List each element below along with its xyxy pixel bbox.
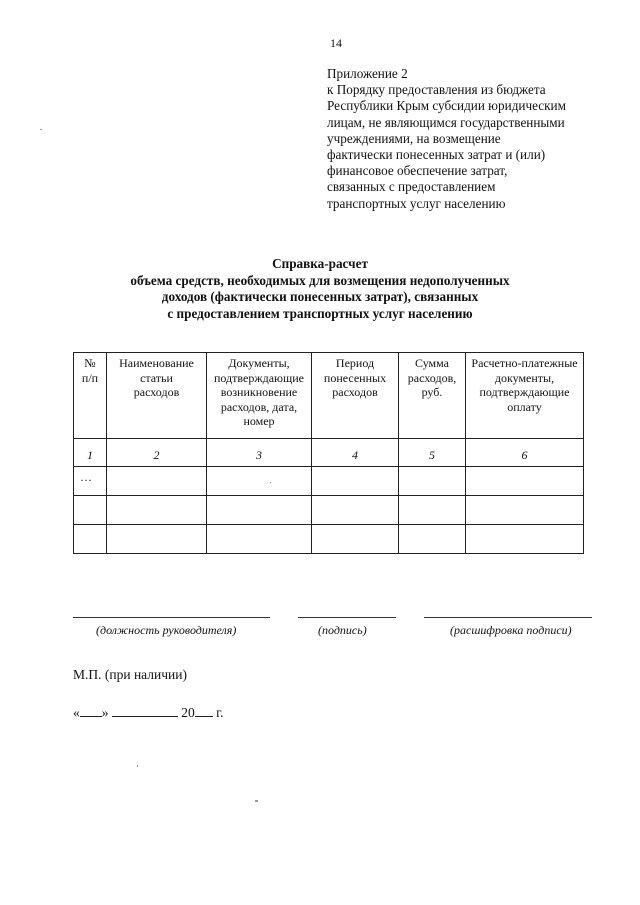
appendix-line: финансовое обеспечение затрат, bbox=[327, 163, 508, 179]
table-row bbox=[74, 496, 584, 525]
header-cell-number: № п/п bbox=[74, 353, 107, 439]
appendix-line: транспортных услуг населению bbox=[327, 195, 506, 211]
appendix-line: учреждениями, на возмещение bbox=[327, 130, 501, 146]
title-line: с предоставлением транспортных услуг населению bbox=[167, 305, 473, 321]
table-cell bbox=[107, 525, 207, 554]
header-cell-documents: Документы, подтверждающие возникновение расходов, дата, номер bbox=[207, 353, 312, 439]
column-number: 2 bbox=[107, 439, 207, 467]
calculation-table bbox=[73, 352, 584, 554]
table-cell bbox=[107, 496, 207, 525]
header-cell-period: Период понесенных расходов bbox=[312, 353, 399, 439]
decoding-signature-line bbox=[424, 617, 592, 618]
table-cell bbox=[207, 496, 312, 525]
table-cell bbox=[207, 525, 312, 554]
year-prefix: 20 bbox=[181, 705, 195, 720]
appendix-line: связанных с предоставлением bbox=[327, 179, 496, 195]
table-cell bbox=[74, 496, 107, 525]
table-cell bbox=[466, 496, 584, 525]
column-number-row bbox=[74, 439, 584, 467]
column-number: 5 bbox=[399, 439, 466, 467]
date-close-quote: » bbox=[101, 705, 109, 720]
scan-speck bbox=[255, 800, 258, 802]
appendix-line: фактически понесенных затрат и (или) bbox=[327, 147, 546, 163]
table-cell bbox=[312, 525, 399, 554]
table-cell bbox=[312, 467, 399, 496]
scan-speck bbox=[137, 765, 138, 767]
table-cell bbox=[399, 496, 466, 525]
year-suffix: г. bbox=[216, 705, 224, 720]
table-cell bbox=[312, 496, 399, 525]
header-cell-amount: Сумма расходов, руб. bbox=[399, 353, 466, 439]
stamp-place-label: М.П. (при наличии) bbox=[73, 667, 187, 682]
title-line: Справка-расчет bbox=[272, 256, 368, 271]
date-open-quote: « bbox=[73, 705, 80, 720]
table-cell bbox=[207, 467, 312, 496]
table-cell bbox=[107, 467, 207, 496]
table-cell bbox=[399, 525, 466, 554]
appendix-line: Республики Крым субсидии юридическим bbox=[327, 98, 566, 114]
column-number: 6 bbox=[466, 439, 584, 467]
position-signature-line bbox=[73, 617, 270, 618]
table-row bbox=[74, 467, 584, 496]
signature-line bbox=[298, 617, 396, 618]
scan-speck bbox=[40, 129, 42, 130]
decoding-label: (расшифровка подписи) bbox=[450, 623, 572, 637]
title-line: объема средств, необходимых для возмещения недополученных bbox=[130, 272, 510, 288]
column-number: 3 bbox=[207, 439, 312, 467]
year-blank bbox=[195, 704, 213, 717]
table-row bbox=[74, 525, 584, 554]
page-number: 14 bbox=[330, 36, 342, 50]
table-cell bbox=[466, 525, 584, 554]
signature-label: (подпись) bbox=[318, 623, 367, 637]
column-number: 1 bbox=[74, 439, 107, 467]
document-title bbox=[0, 256, 640, 322]
table-cell bbox=[466, 467, 584, 496]
appendix-line: к Порядку предоставления из бюджета bbox=[327, 82, 546, 98]
column-number: 4 bbox=[312, 439, 399, 467]
date-line bbox=[73, 704, 224, 721]
position-label: (должность руководителя) bbox=[96, 623, 237, 637]
table-cell: … bbox=[74, 467, 107, 496]
header-row bbox=[74, 353, 584, 439]
table-cell bbox=[399, 467, 466, 496]
header-cell-expense-name: Наименование статьи расходов bbox=[107, 353, 207, 439]
day-blank bbox=[80, 704, 102, 717]
title-line: доходов (фактически понесенных затрат), связанных bbox=[161, 289, 479, 304]
table-cell bbox=[74, 525, 107, 554]
header-cell-payment-docs: Расчетно-платежные документы, подтверждающие оплату bbox=[466, 353, 584, 439]
appendix-line: Приложение 2 bbox=[327, 66, 408, 81]
month-blank bbox=[112, 704, 178, 717]
appendix-line: лицам, не являющимся государственными bbox=[327, 114, 565, 130]
scan-speck bbox=[270, 482, 271, 483]
appendix-note bbox=[327, 66, 627, 212]
